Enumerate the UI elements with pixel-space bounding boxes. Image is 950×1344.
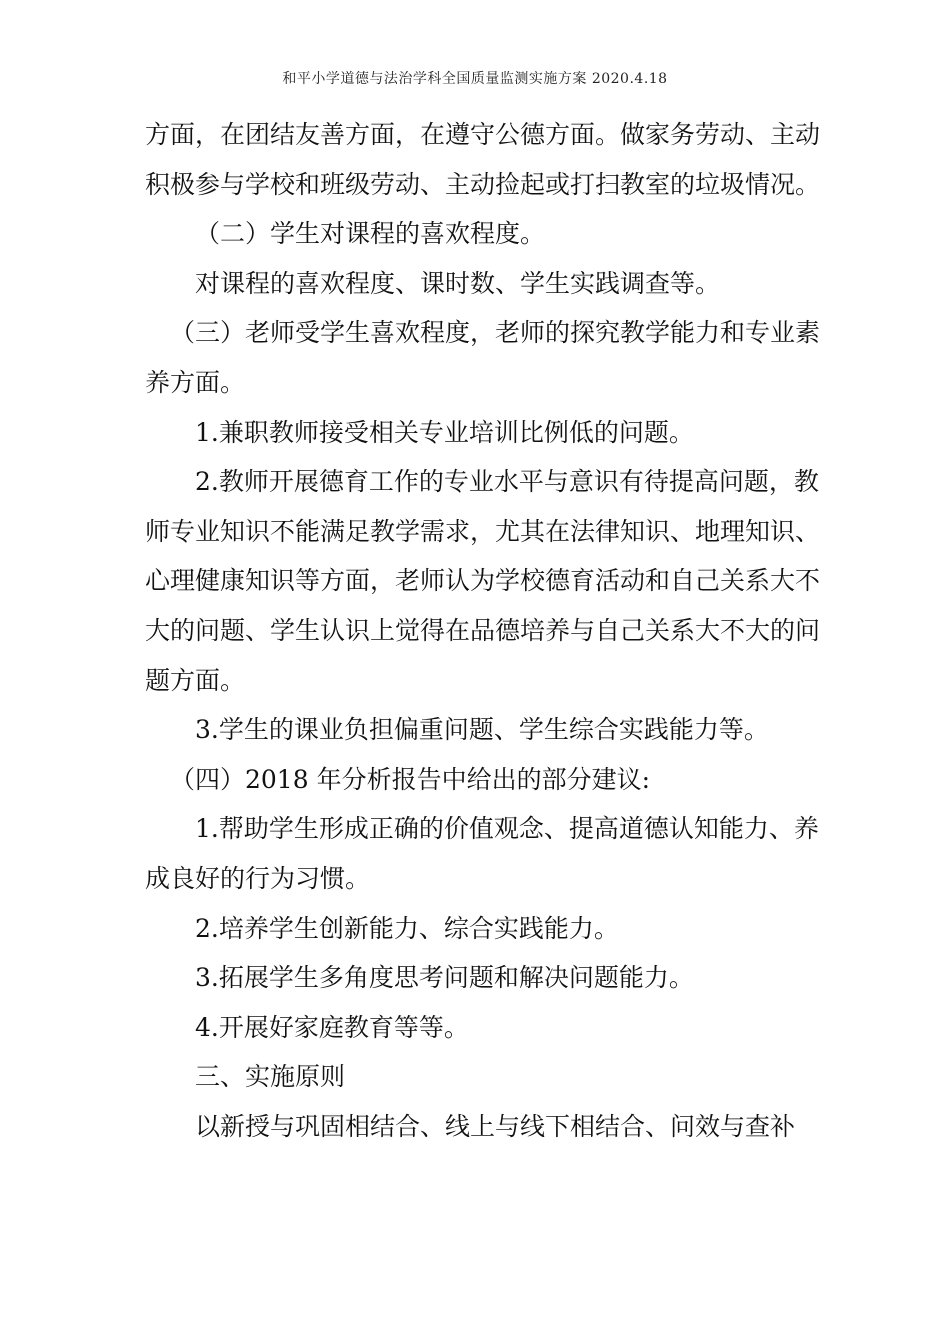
list-item: 3.学生的课业负担偏重问题、学生综合实践能力等。 [195, 715, 769, 745]
section-heading-4: （四）2018 年分析报告中给出的部分建议: [170, 764, 650, 794]
paragraph: 对课程的喜欢程度、课时数、学生实践调查等。 [195, 268, 721, 298]
section-heading-2: （二）学生对课程的喜欢程度。 [195, 219, 546, 249]
list-item: 1.帮助学生形成正确的价值观念、提高道德认知能力、养成良好的行为习惯。 [145, 814, 819, 893]
list-item: 1.兼职教师接受相关专业培训比例低的问题。 [195, 417, 694, 447]
chapter-heading: 三、实施原则 [195, 1062, 346, 1092]
list-item: 2.教师开展德育工作的专业水平与意识有待提高问题，教师专业知识不能满足教学需求，尤其在法律知识、地理知识、心理健康知识等方面，老师认为学校德育活动和自己关系大不大的问题、学生认识上觉得在品德培养与自己关系大不大的问题方面。 [145, 467, 821, 695]
list-item: 2.培养学生创新能力、综合实践能力。 [195, 913, 619, 943]
paragraph: 以新授与巩固相结合、线上与线下相结合、问效与查补 [195, 1111, 796, 1141]
list-item: 3.拓展学生多角度思考问题和解决问题能力。 [195, 963, 694, 993]
section-heading-3: （三）老师受学生喜欢程度，老师的探究教学能力和专业素养方面。 [145, 318, 821, 397]
page-header: 和平小学道德与法治学科全国质量监测实施方案 2020.4.18 [282, 71, 668, 87]
paragraph-continuation: 方面，在团结友善方面，在遵守公德方面。做家务劳动、主动积极参与学校和班级劳动、主动捡起或打扫教室的垃圾情况。 [145, 120, 821, 199]
document-body [145, 110, 825, 1151]
list-item: 4.开展好家庭教育等等。 [195, 1012, 469, 1042]
